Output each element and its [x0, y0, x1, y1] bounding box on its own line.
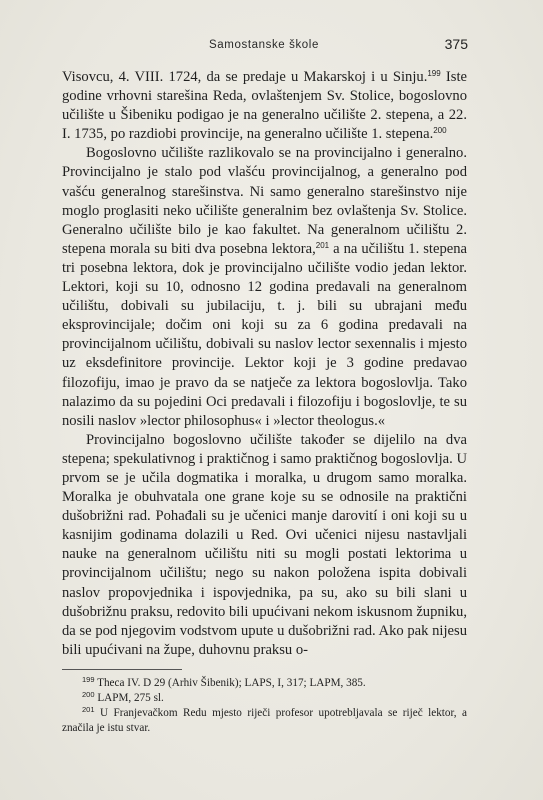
footnote-mark: 199 [82, 675, 95, 684]
footnote [62, 676, 467, 691]
footnote-reference: 199 [427, 69, 441, 78]
page-number: 375 [444, 36, 468, 52]
paragraph [62, 144, 467, 430]
paragraph-text: a na učilištu 1. stepena tri posebna lektora, dok je provincijalno učilište vodio jedan lektor. Lektori, koji su 10, odnosno 12 godina predavali na generalnom učilištu, dobivali su jubilaciju, t. j. bili su ubrajani među eksprovincijale; dočim oni koji su za 6 godina predavali na provincijalnom učilištu, dobivali su naslov lector sexennalis i mjesto uz eksdefinitore provincije. Lektor koji je 3 godine predavao filozofiju, imao je pravo da se natječe za lektora bogoslovlja. Tako nalazimo da su pojedini Oci predavali i filozofiju i bogoslovlje, te su nosili naslov »lector philosophus« i »lector theologus.« [62, 240, 468, 429]
footnote-mark: 200 [82, 690, 95, 699]
footnote-reference: 200 [433, 126, 447, 136]
running-title: Samostanske škole [209, 39, 319, 51]
footnote-text: LAPM, 275 sl. [94, 692, 164, 704]
paragraph-text: Visovcu, 4. VIII. 1724, da se predaje u Makarskoj i u Sinju. [62, 69, 428, 85]
paragraph-text: Iste godine vrhovni starešina Reda, ovlaštenjem Sv. Stolice, bogoslovno učilište u Šibeniku podigao je na generalno učilište 2. stepena, a 22. I. 1735, po razdiobi provincije, na generalno učilište 1. stepena. [62, 69, 467, 143]
footnotes [62, 676, 467, 736]
paragraph [62, 431, 467, 660]
body-text [62, 68, 467, 660]
footnote [62, 706, 467, 736]
paragraph [62, 68, 467, 144]
footnote-text: Theca IV. D 29 (Arhiv Šibenik); LAPS, I, 317; LAPM, 385. [94, 677, 366, 689]
paragraph-text: Provincijalno bogoslovno učilište također se dijelilo na dva stepena; spekulativnog i praktičnog i samo praktičnog bogoslovlja. U prvom se je učila dogmatika i moralka, u drugom samo moralka. Moralka je obuhvatala one grane koje su se odnosile na praktični dušobrižni rad. Pohađali su je učenici manje darovití i oni koji su u kasnijim godinama dolazili u Red. Ovi učenici nijesu nastavljali nauke na generalnom učilištu niti su mogli postati lektorima u provincijalnom učilištu; nego su nakon položena ispita dobivali naslov propovjednika i ispovjednika, pa su, ako su bili slani u dušobrižnu praksu, redovito bili upućivani nekom iskusnom župniku, da se pod njegovim vodstvom upute u dušobrižni rad. Ako pak nijesu bili upućivani na župe, duhovnu praksu o- [62, 431, 467, 658]
paragraph-text: Bogoslovno učilište razlikovalo se na provincijalno i generalno. Provincijalno je stalo pod vlašću provincijalnog, a generalno pod vašću generalnog starešinstva. Ni samo generalno starešinstvo nije moglo proglasiti neko učilište generalnim bez ovlaštenja Sv. Stolice. Generalno učilište bilo je kao fakultet. Na generalnom učilištu 2. stepena morala su biti dva posebna lektora, [62, 145, 467, 257]
footnote-text: U Franjevačkom Redu mjesto riječi profesor upotrebljavala se riječ lektor, a značila je istu stvar. [62, 707, 467, 734]
footnote-reference: 201 [315, 240, 330, 250]
footnote [62, 691, 467, 706]
running-header [60, 36, 468, 56]
footnote-mark: 201 [82, 705, 95, 714]
footnote-separator [62, 669, 182, 670]
